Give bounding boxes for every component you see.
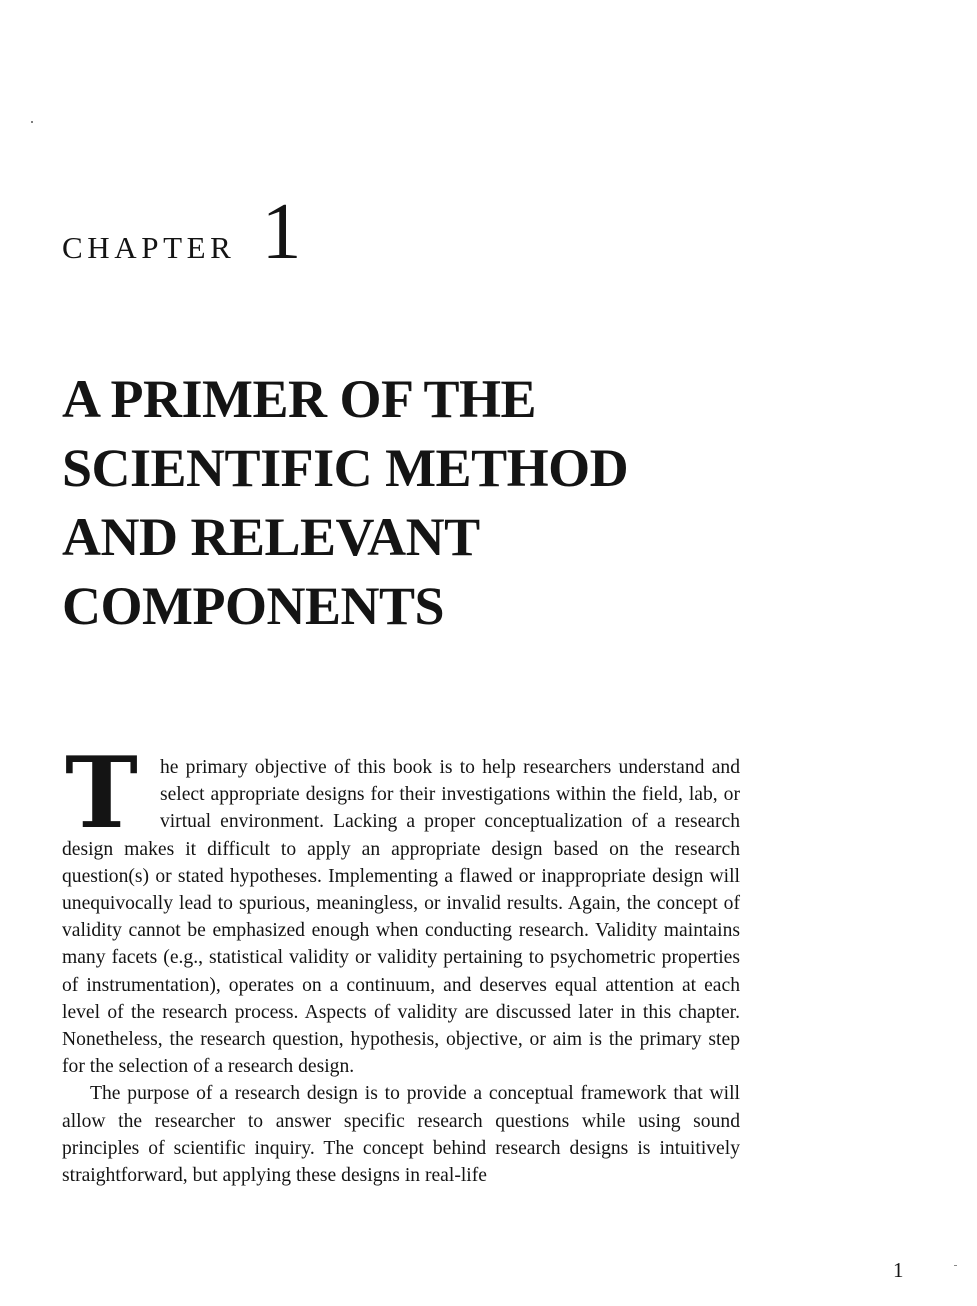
chapter-title-line: SCIENTIFIC METHOD (62, 438, 629, 498)
page-number: 1 (893, 1258, 904, 1282)
chapter-title (62, 365, 862, 641)
paragraph-text: he primary objective of this book is to help researchers understand and select appropriate designs for their investigations within the field, lab, or virtual environment. Lacking a proper conceptualization of a research design makes it difficult to apply an appropriate design based on the research question(s) or stated hypotheses. Implementing a flawed or inappropriate design will unequivocally lead to spurious, meaningless, or invalid results. Again, the concept of validity cannot be emphasized enough when conducting research. Validity maintains many facets (e.g., statistical validity or validity pertaining to psychometric properties of instrumentation), operates on a continuum, and deserves equal attention at each level of the research process. Aspects of validity are discussed later in this chapter. Nonetheless, the research question, hypothesis, objective, or aim is the primary step for the selection of a research design. (62, 757, 740, 1078)
paragraph (62, 736, 740, 1080)
paragraph: The purpose of a research design is to provide a conceptual framework that will allow the researcher to answer specific research questions while using sound principles of scientific inquiry. The concept behind research designs is intuitively straightforward, but applying these designs in real-life (62, 1083, 740, 1187)
scan-speck (31, 121, 33, 123)
chapter-title-line: AND RELEVANT (62, 507, 480, 567)
chapter-number: 1 (261, 188, 302, 276)
chapter-title-line: A PRIMER OF THE (62, 369, 537, 429)
chapter-title-line: COMPONENTS (62, 576, 445, 636)
chapter-label: CHAPTER (62, 230, 236, 265)
chapter-heading (62, 188, 302, 276)
scan-speck (954, 1265, 957, 1266)
drop-cap: T (65, 736, 138, 851)
body-text (62, 736, 740, 1189)
